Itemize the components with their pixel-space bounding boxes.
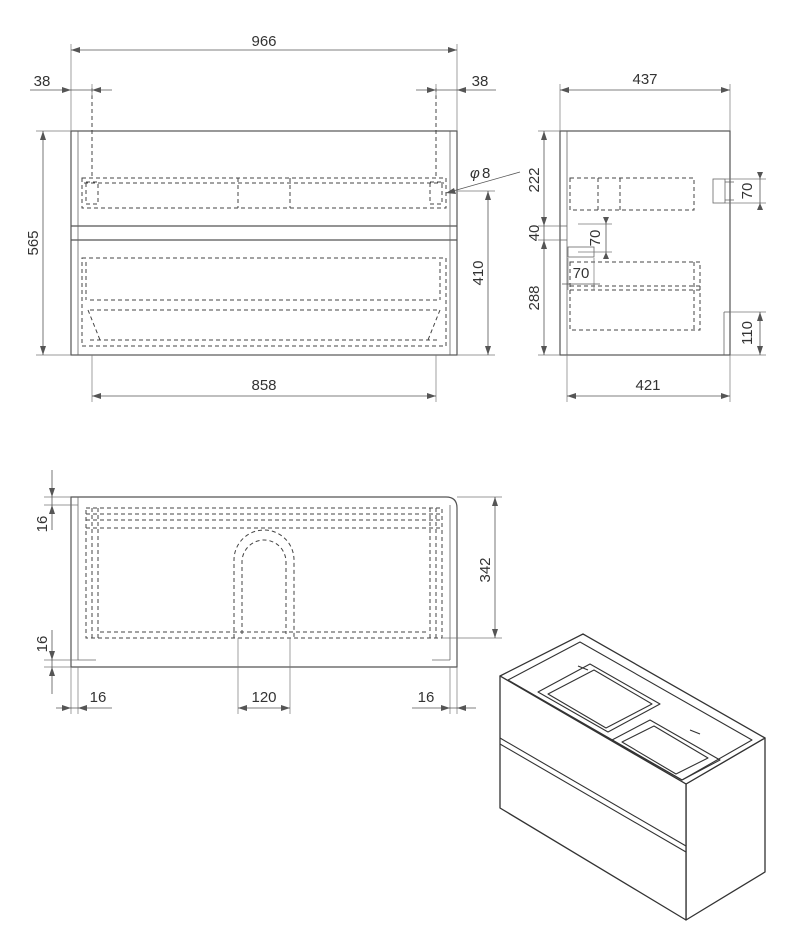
front-left-offset-label: 38 bbox=[33, 73, 51, 90]
plan-depth-label: 342 bbox=[477, 557, 494, 583]
plan-top-offset-label: 16 bbox=[34, 515, 51, 533]
dim-plan-cutout-width bbox=[238, 638, 290, 714]
side-top-drawer-label: 222 bbox=[526, 167, 543, 193]
dim-lower-drawer-height bbox=[457, 191, 495, 355]
plan-bottom-offset-label: 16 bbox=[34, 635, 51, 653]
hole-diameter-label: 8 bbox=[482, 165, 491, 182]
side-mid-cutout-h-label: 70 bbox=[572, 265, 590, 282]
plan-view bbox=[71, 497, 457, 667]
dim-front-height bbox=[25, 131, 71, 355]
dim-front-right-offset bbox=[416, 73, 496, 96]
front-view bbox=[71, 88, 457, 355]
dim-side-lower-cutout bbox=[730, 312, 766, 355]
plan-cutout-width-label: 120 bbox=[251, 689, 277, 706]
side-depth-top-label: 437 bbox=[632, 71, 658, 88]
front-height-label: 565 bbox=[25, 230, 42, 256]
dim-side-vertical-chain bbox=[526, 131, 560, 355]
dim-side-depth-top bbox=[560, 71, 730, 131]
dim-plan-right-offset bbox=[412, 667, 476, 714]
dim-inner-width bbox=[92, 355, 436, 402]
plan-left-offset-label: 16 bbox=[89, 689, 107, 706]
dim-side-mid-cutout-horizontal bbox=[562, 258, 600, 290]
side-mid-cutout-v-label: 70 bbox=[587, 229, 604, 247]
inner-width-label: 858 bbox=[251, 377, 277, 394]
dim-front-width bbox=[71, 33, 457, 131]
lower-drawer-height-label: 410 bbox=[470, 260, 487, 286]
side-gap-label: 40 bbox=[526, 224, 543, 242]
side-bottom-drawer-label: 288 bbox=[526, 285, 543, 311]
hole-diameter-symbol: φ bbox=[470, 165, 480, 182]
side-upper-cutout-label: 70 bbox=[739, 182, 756, 200]
dim-side-depth-bottom bbox=[567, 355, 730, 402]
side-lower-cutout-label: 110 bbox=[739, 321, 756, 345]
isometric-view bbox=[500, 634, 765, 920]
dim-plan-left-offset bbox=[56, 667, 112, 714]
front-width-label: 966 bbox=[251, 33, 277, 50]
dim-side-upper-cutout bbox=[725, 172, 766, 210]
dim-side-mid-cutout-vertical bbox=[578, 217, 612, 259]
front-right-offset-label: 38 bbox=[471, 73, 489, 90]
dim-plan-depth bbox=[442, 497, 502, 638]
side-depth-bottom-label: 421 bbox=[635, 377, 661, 394]
plan-right-offset-label: 16 bbox=[417, 689, 435, 706]
